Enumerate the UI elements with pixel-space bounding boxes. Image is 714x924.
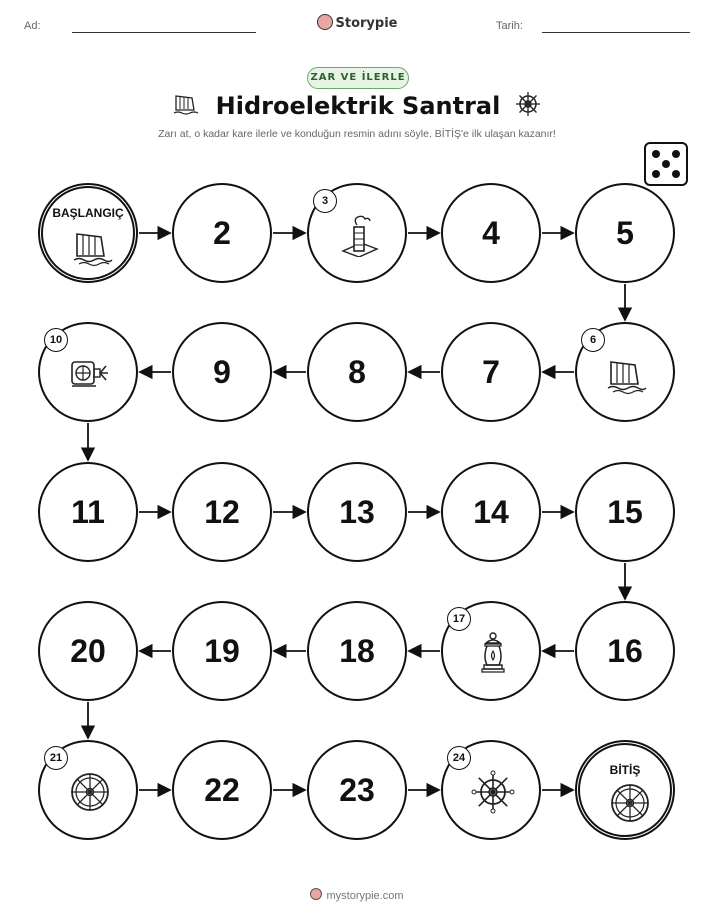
- board-space: [441, 183, 541, 283]
- space-number-badge: 24: [447, 746, 471, 770]
- chimney-icon: [337, 213, 381, 257]
- dam-icon: [605, 352, 649, 396]
- name-label: Ad:: [24, 20, 41, 32]
- activity-tag: ZAR VE İLERLE: [307, 67, 409, 89]
- water-wheel-icon: [68, 770, 112, 814]
- board-space: [172, 322, 272, 422]
- space-number: 13: [339, 493, 375, 530]
- space-caption: BAŞLANGIÇ: [52, 206, 124, 220]
- turbine-icon: [68, 352, 112, 396]
- ship-wheel-icon: [471, 770, 515, 814]
- space-number: 16: [607, 632, 643, 669]
- space-number: 22: [204, 771, 240, 808]
- board-space: [172, 601, 272, 701]
- lantern-icon: [471, 631, 515, 675]
- board-space: [172, 740, 272, 840]
- board-space: [307, 601, 407, 701]
- board-space: [38, 322, 138, 422]
- space-caption: BİTİŞ: [609, 763, 641, 777]
- space-number: 19: [204, 632, 240, 669]
- board-space: [38, 740, 138, 840]
- date-label: Tarih:: [496, 20, 523, 32]
- space-number: 15: [607, 493, 643, 530]
- board-space: [441, 740, 541, 840]
- page-title: Hidroelektrik Santral: [215, 92, 501, 120]
- space-number-badge: 21: [44, 746, 68, 770]
- board-space: [575, 601, 675, 701]
- space-number: 14: [473, 493, 509, 530]
- space-number: 9: [213, 353, 231, 390]
- board-space: [575, 322, 675, 422]
- space-number: 4: [482, 214, 500, 251]
- board-space: [172, 462, 272, 562]
- space-number: 12: [204, 493, 240, 530]
- space-number: 20: [70, 632, 106, 669]
- board-space: [307, 462, 407, 562]
- board-space: [441, 322, 541, 422]
- instructions: Zarı at, o kadar kare ilerle ve konduğun resmin adını söyle. BİTİŞ'e ilk ulaşan kazanır!: [158, 128, 556, 140]
- finish-space: [575, 740, 675, 840]
- space-number: 18: [339, 632, 375, 669]
- board-space: [172, 183, 272, 283]
- space-number: 5: [616, 214, 634, 251]
- board-space: [38, 601, 138, 701]
- board-space: [307, 740, 407, 840]
- space-number-badge: 10: [44, 328, 68, 352]
- board-space: [307, 183, 407, 283]
- space-number-badge: 6: [581, 328, 605, 352]
- space-number: 7: [482, 353, 500, 390]
- board-space: [441, 462, 541, 562]
- water-wheel-icon: [608, 781, 652, 825]
- space-number: 23: [339, 771, 375, 808]
- board-space: [38, 462, 138, 562]
- board-space: [441, 601, 541, 701]
- footer: [0, 888, 714, 902]
- bear-icon: [310, 888, 322, 900]
- board-space: [307, 322, 407, 422]
- space-number: 11: [71, 493, 105, 530]
- footer-url: mystorypie.com: [326, 890, 404, 902]
- brand-name: Storypie: [335, 16, 398, 31]
- space-number: 8: [348, 353, 366, 390]
- start-space: [38, 183, 138, 283]
- space-number: 2: [213, 214, 231, 251]
- board-space: [575, 183, 675, 283]
- board-space: [575, 462, 675, 562]
- space-number-badge: 17: [447, 607, 471, 631]
- dam-icon: [71, 224, 115, 268]
- space-number-badge: 3: [313, 189, 337, 213]
